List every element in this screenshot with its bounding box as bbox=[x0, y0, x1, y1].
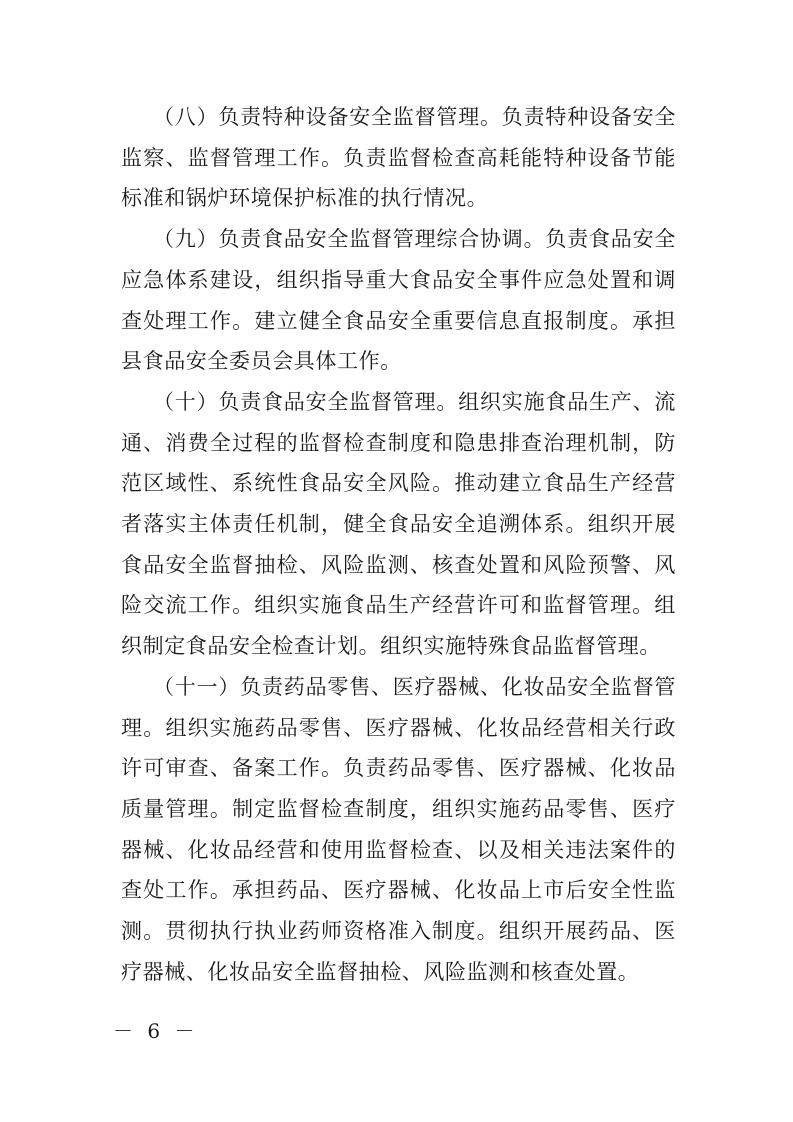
paragraph-11: （十一）负责药品零售、医疗器械、化妆品安全监督管理。组织实施药品零售、医疗器械、化妆品经营相关行政许可审查、备案工作。负责药品零售、医疗器械、化妆品质量管理。制定监督检查制度，组织实施药品零售、医疗器械、化妆品经营和使用监督检查、以及相关违法案件的查处工作。承担药品、医疗器械、化妆品上市后安全性监测。贯彻执行执业药师资格准入制度。组织开展药品、医疗器械、化妆品安全监督抽检、风险监测和核查处置。 bbox=[121, 674, 676, 984]
paragraph-8: （八）负责特种设备安全监督管理。负责特种设备安全监察、监督管理工作。负责监督检查高耗能特种设备节能标准和锅炉环境保护标准的执行情况。 bbox=[121, 105, 676, 211]
page-number: － 6 － bbox=[113, 1019, 199, 1043]
paragraph-10: （十）负责食品安全监督管理。组织实施食品生产、流通、消费全过程的监督检查制度和隐患排查治理机制，防范区域性、系统性食品安全风险。推动建立食品生产经营者落实主体责任机制，健全食品安全追溯体系。组织开展食品安全监督抽检、风险监测、核查处置和风险预警、风险交流工作。组织实施食品生产经营许可和监督管理。组织制定食品安全检查计划。组织实施特殊食品监督管理。 bbox=[121, 389, 676, 659]
paragraph-9: （九）负责食品安全监督管理综合协调。负责食品安全应急体系建设，组织指导重大食品安全事件应急处置和调查处理工作。建立健全食品安全重要信息直报制度。承担县食品安全委员会具体工作。 bbox=[121, 227, 676, 374]
document-body bbox=[121, 97, 676, 992]
